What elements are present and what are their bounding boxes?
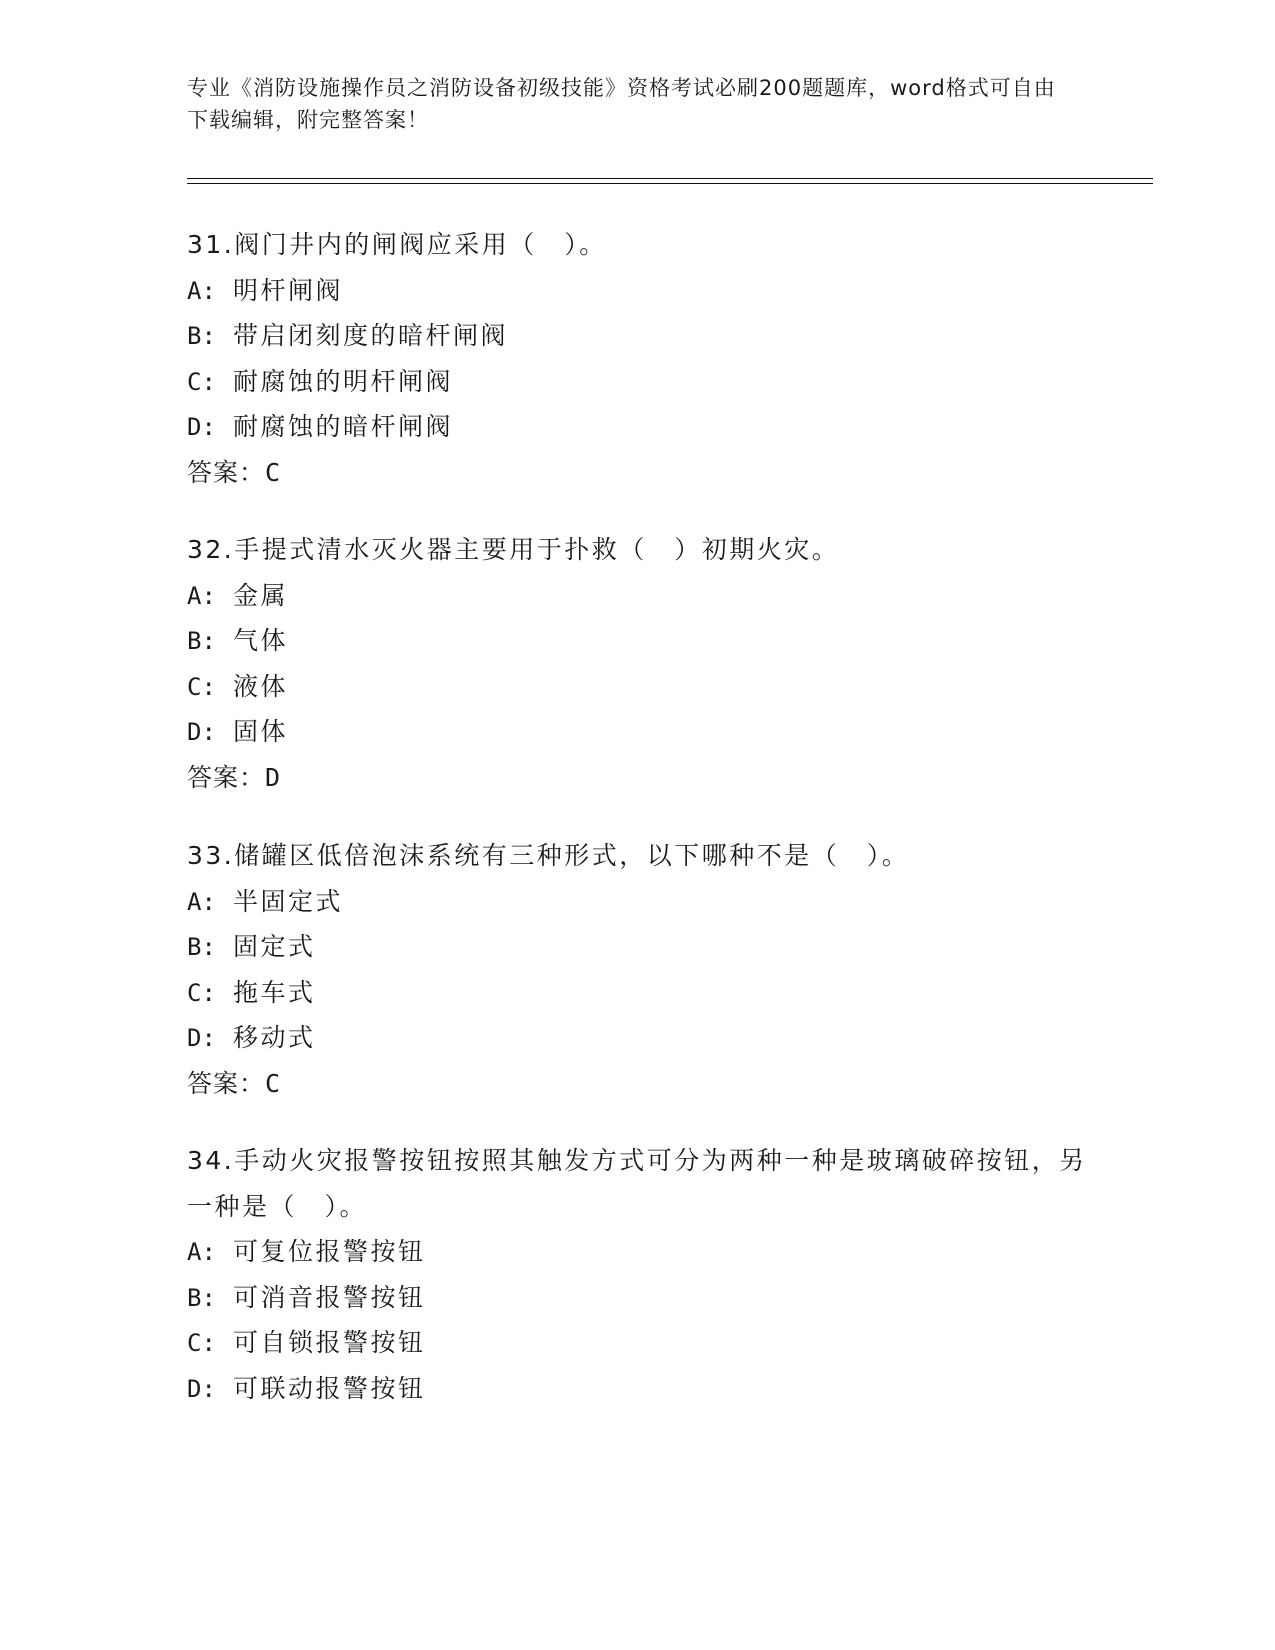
- option-b: [187, 618, 1087, 664]
- option-label: C:: [187, 672, 216, 701]
- option-a: [187, 879, 1087, 925]
- option-label: D:: [187, 1374, 216, 1403]
- option-a: [187, 1229, 1087, 1275]
- option-label: D:: [187, 718, 216, 746]
- option-b: [187, 1275, 1087, 1321]
- option-text: 拖车式: [233, 977, 316, 1007]
- option-label: A:: [187, 1238, 216, 1266]
- option-b: [187, 313, 1087, 359]
- option-label: B:: [187, 322, 216, 350]
- question-stem: 34.手动火灾报警按钮按照其触发方式可分为两种一种是玻璃破碎按钮，另一种是（ ）。: [187, 1146, 1087, 1221]
- option-c: [187, 1320, 1087, 1366]
- question-stem: 32.手提式清水灭火器主要用于扑救（ ）初期火灾。: [187, 535, 840, 564]
- answer-line: [187, 755, 1087, 801]
- answer-value: C: [265, 1068, 281, 1098]
- option-text: 可自锁报警按钮: [233, 1328, 426, 1357]
- option-label: D:: [187, 413, 216, 441]
- answer-prefix: 答案：: [187, 1068, 266, 1098]
- header-divider-bottom: [187, 183, 1153, 184]
- question-stem: 33.储罐区低倍泡沫系统有三种形式，以下哪种不是（ ）。: [187, 841, 910, 870]
- document-header-title: 专业《消防设施操作员之消防设备初级技能》资格考试必刷200题题库，word格式可自由下载编辑，附完整答案！: [187, 76, 1056, 132]
- question-33: [187, 833, 1087, 1106]
- answer-prefix: 答案：: [187, 762, 266, 792]
- option-text: 液体: [233, 671, 289, 701]
- option-label: A:: [187, 581, 216, 610]
- option-text: 固定式: [233, 932, 316, 961]
- option-label: B:: [187, 1283, 216, 1312]
- option-text: 明杆闸阀: [233, 275, 344, 305]
- option-a: [187, 573, 1087, 619]
- option-label: A:: [187, 276, 216, 305]
- option-c: [187, 359, 1087, 405]
- option-label: D:: [187, 1024, 216, 1052]
- option-d: [187, 709, 1087, 755]
- option-label: A:: [187, 887, 216, 916]
- option-d: [187, 1366, 1087, 1412]
- option-label: B:: [187, 933, 216, 961]
- option-text: 可联动报警按钮: [233, 1373, 426, 1403]
- option-c: [187, 664, 1087, 710]
- option-text: 可消音报警按钮: [233, 1282, 426, 1312]
- option-text: 带启闭刻度的暗杆闸阀: [233, 321, 509, 350]
- question-stem: 31.阀门井内的闸阀应采用（ ）。: [187, 230, 607, 259]
- option-text: 耐腐蚀的明杆闸阀: [233, 366, 454, 396]
- header-divider-top: [187, 178, 1153, 179]
- option-d: [187, 404, 1087, 450]
- answer-value: C: [265, 457, 281, 487]
- option-text: 移动式: [233, 1023, 316, 1052]
- option-text: 可复位报警按钮: [233, 1237, 426, 1266]
- option-text: 金属: [233, 580, 289, 610]
- question-32: [187, 527, 1087, 800]
- option-text: 耐腐蚀的暗杆闸阀: [233, 412, 454, 441]
- answer-line: [187, 1061, 1087, 1107]
- option-b: [187, 924, 1087, 970]
- option-label: C:: [187, 978, 216, 1007]
- answer-prefix: 答案：: [187, 457, 266, 487]
- answer-value: D: [265, 762, 281, 792]
- option-d: [187, 1015, 1087, 1061]
- option-text: 半固定式: [233, 886, 344, 916]
- option-a: [187, 268, 1087, 314]
- answer-line: [187, 450, 1087, 496]
- option-text: 固体: [233, 717, 289, 746]
- option-text: 气体: [233, 626, 289, 655]
- option-c: [187, 970, 1087, 1016]
- question-34: [187, 1138, 1087, 1411]
- option-label: C:: [187, 1329, 216, 1357]
- option-label: B:: [187, 627, 216, 655]
- option-label: C:: [187, 367, 216, 396]
- question-31: [187, 222, 1087, 495]
